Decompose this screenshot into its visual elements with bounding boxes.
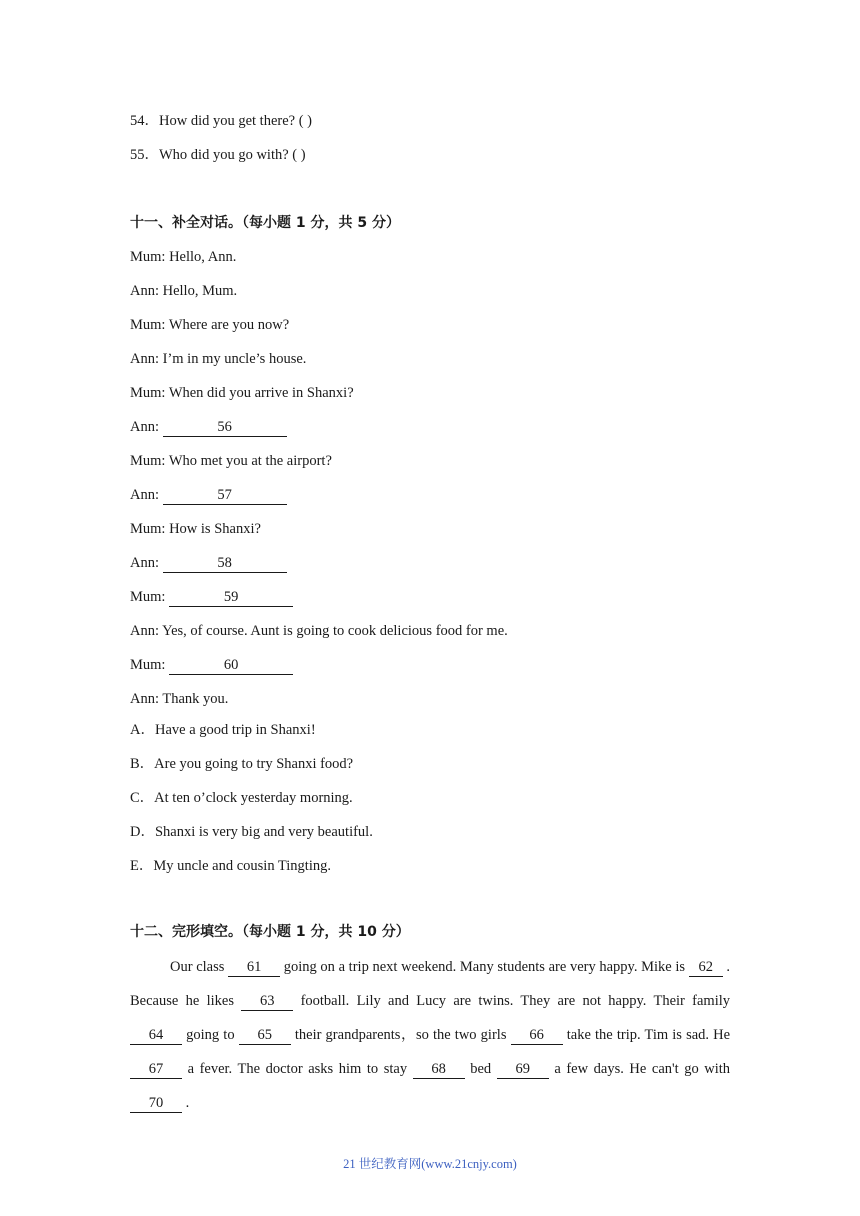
- cloze-blank[interactable]: 69: [497, 1061, 549, 1079]
- cloze-blank[interactable]: 64: [130, 1027, 182, 1045]
- section-12-heading: 十二、完形填空。（每小题 1 分，共 10 分）: [130, 924, 410, 940]
- dialogue-line: Mum: Where are you now?: [130, 317, 290, 333]
- dialogue-line: Mum: How is Shanxi?: [130, 521, 261, 537]
- cloze-blank[interactable]: 66: [511, 1027, 563, 1045]
- site-footer: 21 世纪教育网(www.21cnjy.com): [343, 1157, 517, 1171]
- dialogue-blank-line: [130, 417, 287, 437]
- answer-blank[interactable]: 60: [169, 657, 293, 675]
- section-11-heading: 十一、补全对话。（每小题 1 分，共 5 分）: [130, 215, 400, 231]
- dialogue-blank-line: [130, 587, 293, 607]
- answer-blank[interactable]: 57: [163, 487, 287, 505]
- dialogue-line: Ann: Hello, Mum.: [130, 283, 238, 299]
- option-item: E．My uncle and cousin Tingting.: [130, 858, 331, 874]
- dialogue-line: Ann: Thank you.: [130, 691, 229, 707]
- answer-blank[interactable]: 58: [163, 555, 287, 573]
- cloze-blank[interactable]: 63: [241, 993, 293, 1011]
- option-item: C．At ten o’clock yesterday morning.: [130, 790, 353, 806]
- speaker-label: Ann:: [130, 555, 159, 571]
- option-item: D．Shanxi is very big and very beautiful.: [130, 824, 373, 840]
- dialogue-blank-line: [130, 485, 287, 505]
- passage-text: going to: [186, 1027, 235, 1043]
- speaker-label: Mum:: [130, 589, 166, 605]
- dialogue-blank-line: [130, 553, 287, 573]
- speaker-label: Ann:: [130, 419, 159, 435]
- cloze-blank[interactable]: 70: [130, 1095, 182, 1113]
- dialogue-line: Mum: Hello, Ann.: [130, 249, 237, 265]
- speaker-label: Mum:: [130, 657, 166, 673]
- cloze-blank[interactable]: 61: [228, 959, 280, 977]
- passage-text: bed: [470, 1061, 492, 1077]
- passage-text: take the trip. Tim is sad. He: [566, 1027, 731, 1043]
- question-54: 54．How did you get there? ( ): [130, 113, 313, 129]
- passage-text: a few days. He can't go with: [554, 1061, 731, 1077]
- cloze-blank[interactable]: 68: [413, 1061, 465, 1079]
- dialogue-line: Ann: I’m in my uncle’s house.: [130, 351, 307, 367]
- passage-text: . Because he likes: [130, 959, 731, 1009]
- dialogue-line: Mum: Who met you at the airport?: [130, 453, 332, 469]
- passage-text: .: [185, 1095, 190, 1111]
- passage-text: football. Lily and Lucy are twins. They are not happy. Their family: [300, 993, 731, 1009]
- cloze-blank[interactable]: 62: [689, 959, 723, 977]
- option-item: B．Are you going to try Shanxi food?: [130, 756, 354, 772]
- passage-text: a fever. The doctor asks him to stay: [187, 1061, 408, 1077]
- dialogue-blank-line: [130, 655, 293, 675]
- cloze-blank[interactable]: 67: [130, 1061, 182, 1079]
- dialogue-line: Ann: Yes, of course. Aunt is going to cook delicious food for me.: [130, 623, 508, 639]
- passage-text: going on a trip next weekend. Many students are very happy. Mike is: [283, 959, 686, 975]
- cloze-blank[interactable]: 65: [239, 1027, 291, 1045]
- speaker-label: Ann:: [130, 487, 159, 503]
- answer-blank[interactable]: 59: [169, 589, 293, 607]
- dialogue-line: Mum: When did you arrive in Shanxi?: [130, 385, 354, 401]
- passage-text: Our class: [170, 959, 225, 975]
- passage-text: their grandparents，so the two girls: [294, 1027, 507, 1043]
- cloze-passage: [130, 950, 730, 1120]
- answer-blank[interactable]: 56: [163, 419, 287, 437]
- question-55: 55．Who did you go with? ( ): [130, 147, 306, 163]
- option-item: A．Have a good trip in Shanxi!: [130, 722, 316, 738]
